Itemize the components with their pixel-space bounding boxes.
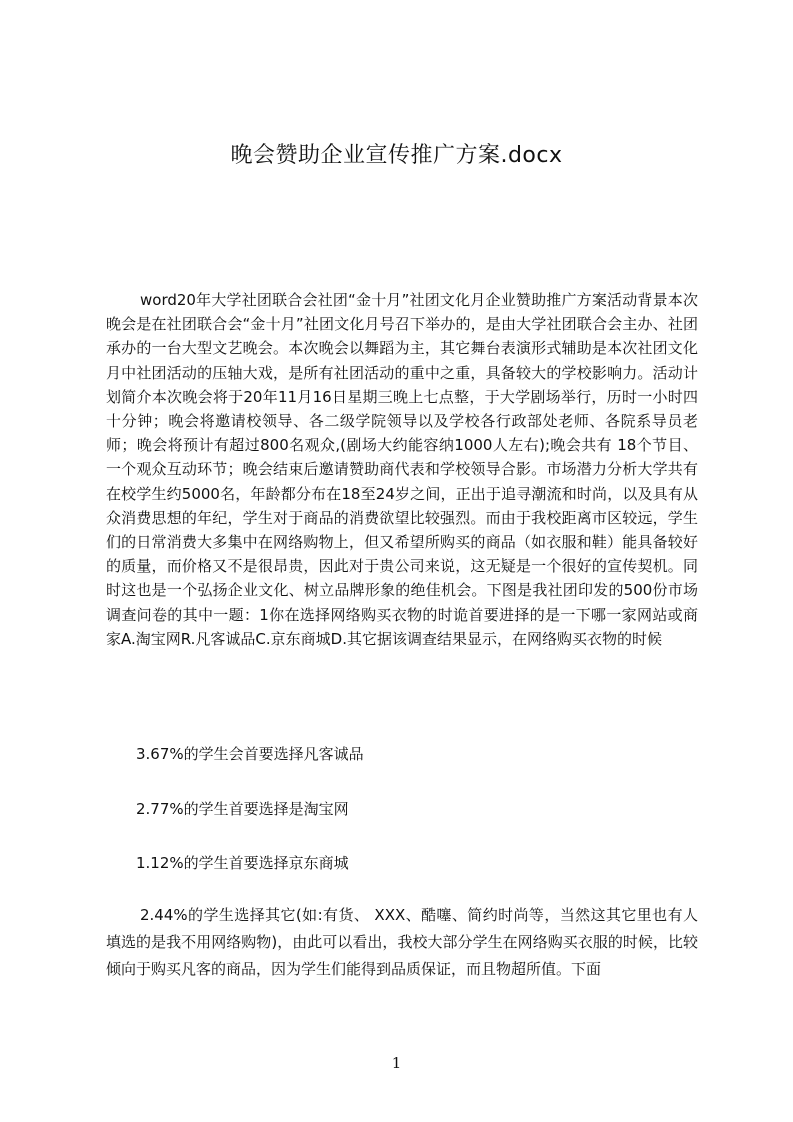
survey-result-item: 2.77%的学生首要选择是淘宝网 (136, 800, 349, 818)
document-title: 晚会赞助企业宣传推广方案.docx (230, 143, 563, 168)
survey-result-item: 3.67%的学生会首要选择凡客诚品 (136, 745, 364, 763)
page-number: 1 (391, 1054, 402, 1072)
closing-paragraph: 2.44%的学生选择其它(如:有货、 XXX、酷噻、简约时尚等，当然这其它里也有人填选的是我不用网络购物)，由此可以看出，我校大部分学生在网络购买衣服的时候，比较倾向于购买凡客的商品，因为学生们能得到品质保证，而且物超所值。下面 (106, 906, 698, 978)
survey-result-item: 1.12%的学生首要选择京东商城 (136, 854, 349, 872)
intro-paragraph: word20年大学社团联合会社团“金十月”社团文化月企业赞助推广方案活动背景本次晚会是在社团联合会“金十月”社团文化月号召下举办的，是由大学社团联合会主办、社团承办的一台大型文艺晚会。本次晚会以舞蹈为主，其它舞台表演形式辅助是本次社团文化月中社团活动的压轴大戏，是所有社团活动的重中之重，具备较大的学校影响力。活动计划简介本次晚会将于20年11月16日星期三晚上七点整，于大学剧场举行，历时一小时四十分钟；晚会将邀请校领导、各二级学院领导以及学校各行政部处老师、各院系导员老师；晚会将预计有超过800名观众,(剧场大约能容纳1000人左右);晚会共有 18个节目、一个观众互动环节；晚会结束后邀请赞助商代表和学校领导合影。市场潜力分析大学共有在校学生约5000名，年龄都分布在18至24岁之间，正出于追寻潮流和时尚，以及具有从众消费思想的年纪，学生对于商品的消费欲望比较强烈。而由于我校距离市区较远，学生们的日常消费大多集中在网络购物上，但又希望所购买的商品（如衣服和鞋）能具备较好的质量，而价格又不是很昂贵，因此对于贵公司来说，这无疑是一个很好的宣传契机。同时这也是一个弘扬企业文化、树立品牌形象的绝佳机会。下图是我社团印发的500份市场调查问卷的其中一题：1你在选择网络购买衣物的时诡首要进择的是一下哪一家网站或商家A.淘宝网R.凡客诚品C.京东商城D.其它据该调查结果显示，在网络购买衣物的时候 (106, 291, 698, 648)
